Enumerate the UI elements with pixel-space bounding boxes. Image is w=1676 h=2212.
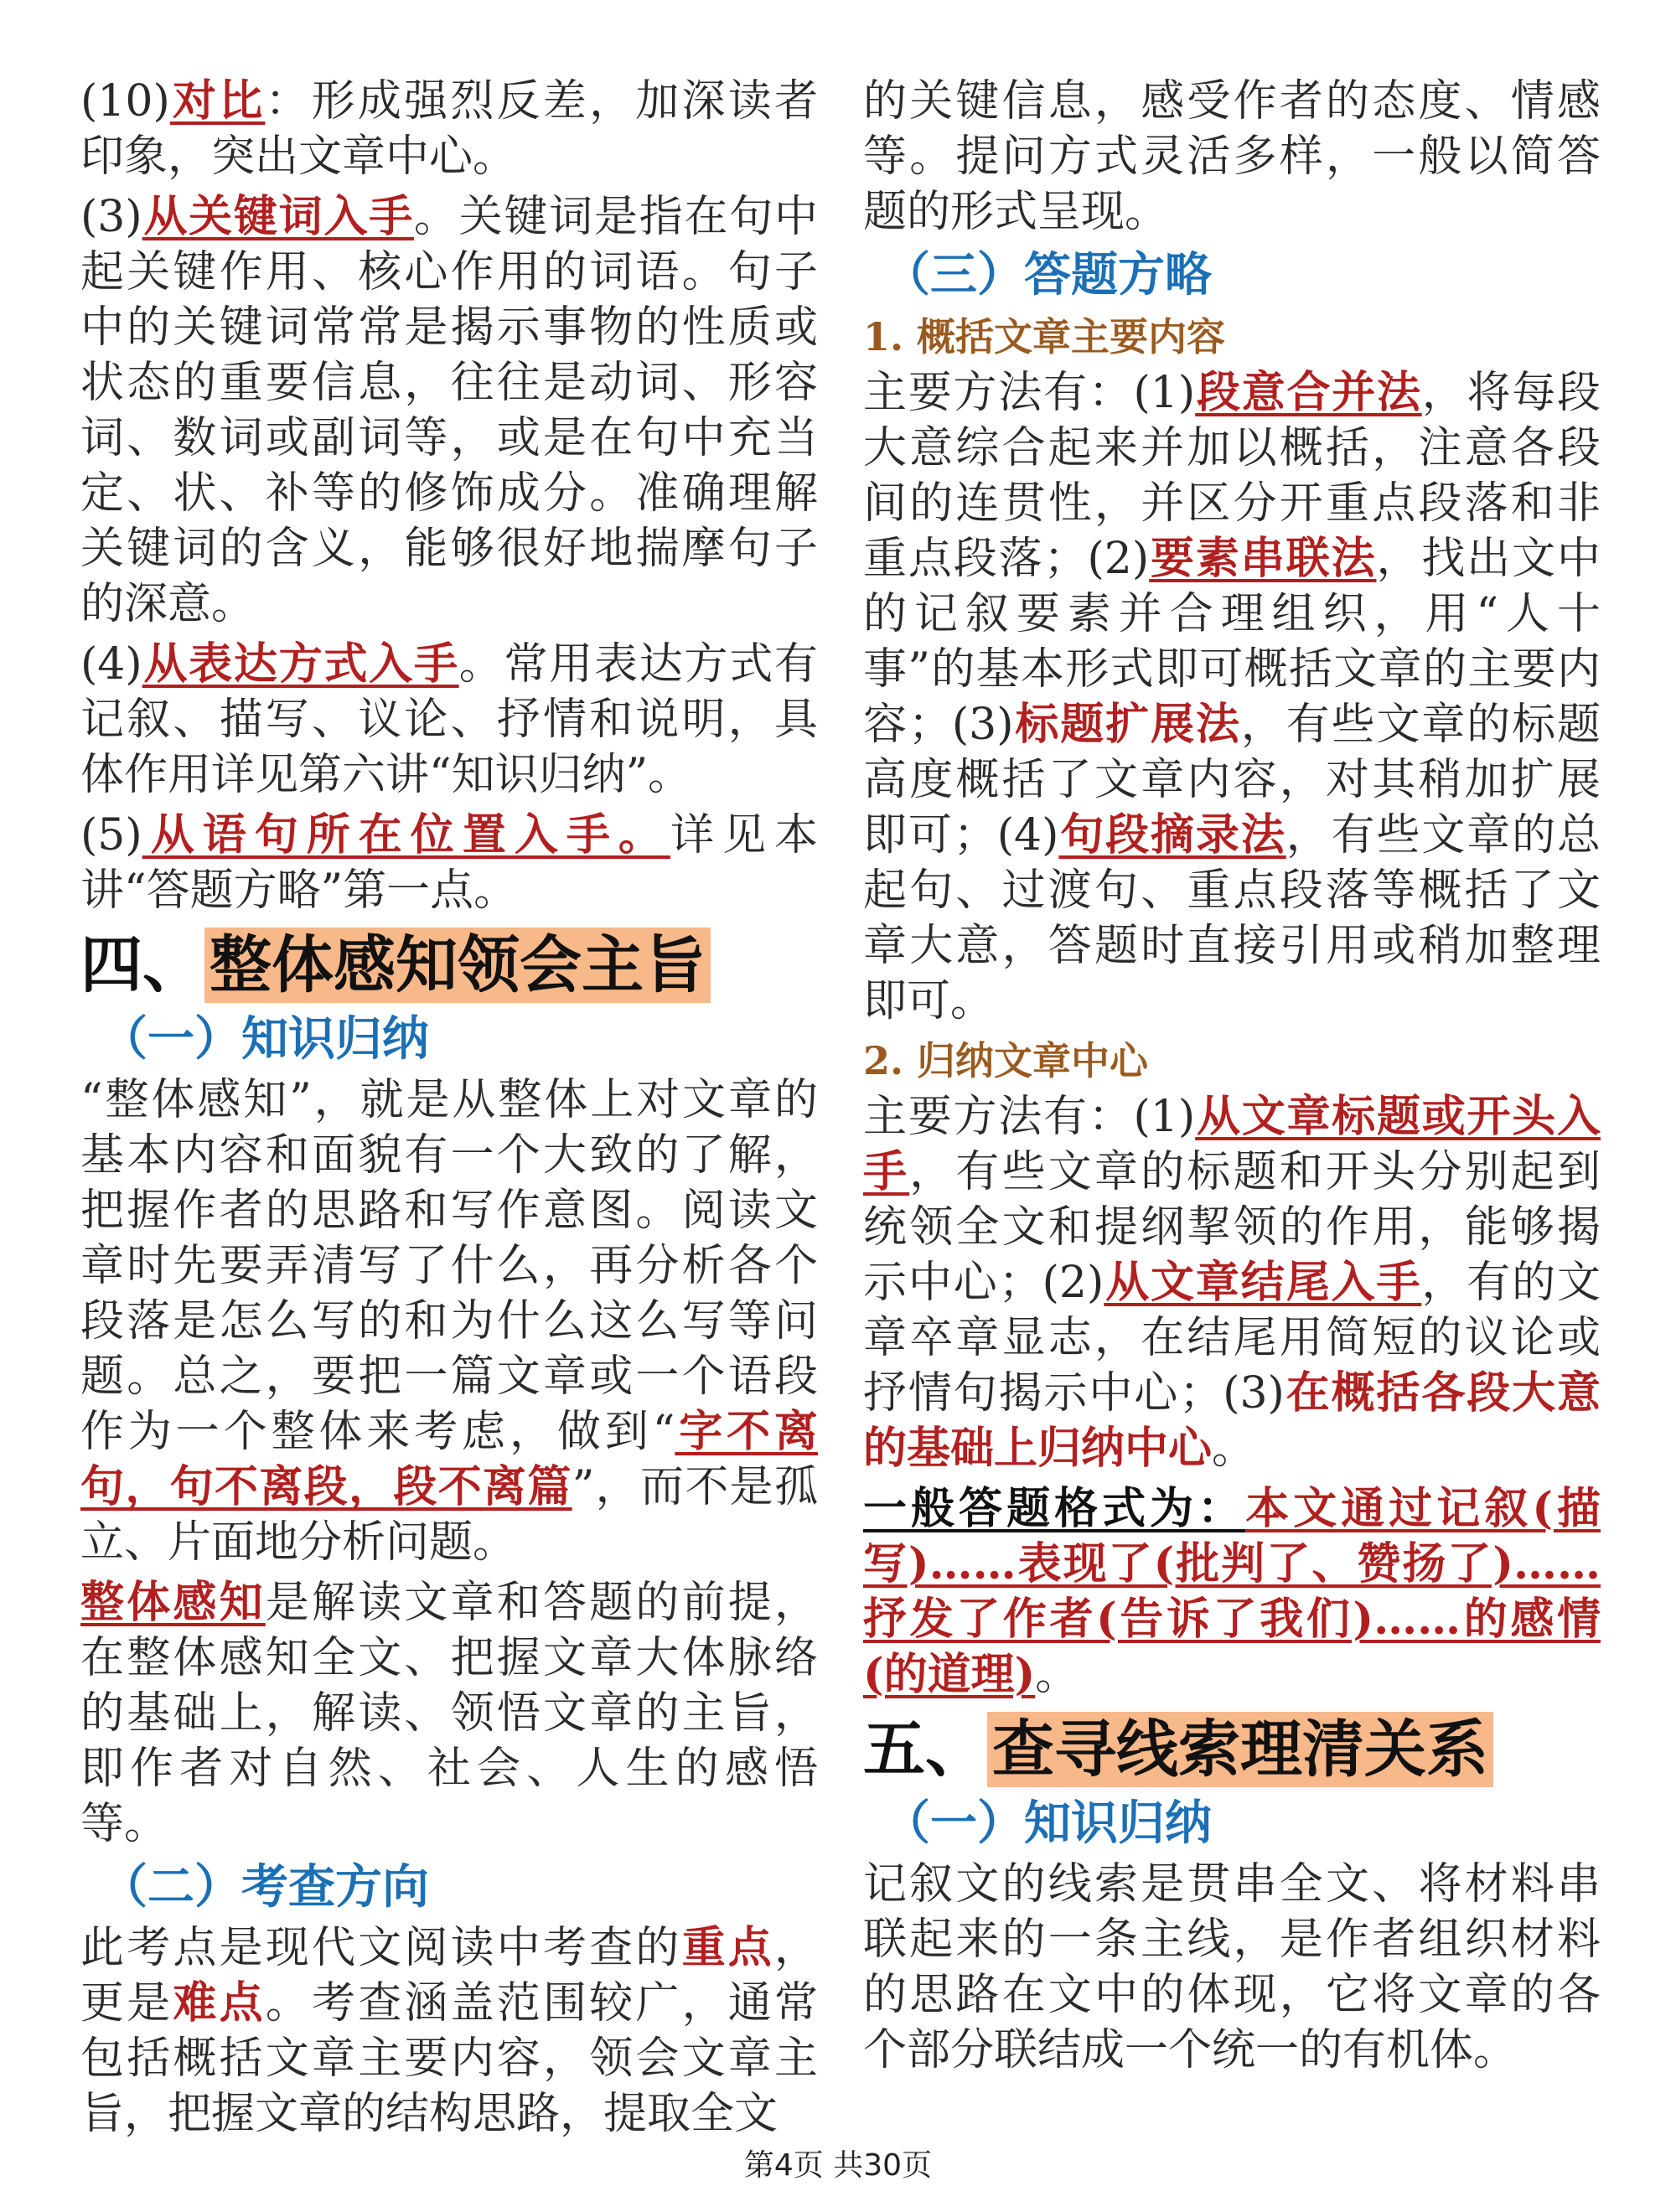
section-4-heading: 四、整体感知领会主旨 [80,925,818,1005]
exam-direction-paragraph: 此考点是现代文阅读中考查的重点，更是难点。考查涵盖范围较广，通常包括概括文章主要内容，领会文章主旨，把握文章的结构思路，提取全文 [80,1922,818,2139]
method-summarize: 在概括各段大意的基础上归纳中心 [863,1367,1601,1474]
method-ending: 从文章结尾入手 [1104,1257,1422,1308]
section-4-sub-strategy: （三）答题方略 [883,248,1212,302]
term-position: 从语句所在位置入手。 [142,809,670,861]
strategy-1-heading: 1. 概括文章主要内容 [863,314,1226,359]
term-contrast: 对比 [169,75,266,127]
clue-definition-paragraph: 记叙文的线索是贯串全文、将材料串联起来的一条主线，是作者组织材料的思路在文中的体现，它将文章的各个部分联结成一个统一的有机体。 [863,1859,1601,2075]
word-key-point: 重点 [681,1922,774,1973]
strategy-2-paragraph: 主要方法有：(1)从文章标题或开头入手，有些文章的标题和开头分别起到统领全文和提纲挈领的作用，能够揭示中心；(2)从文章结尾入手，有的文章卒章显志，在结尾用简短的议论或抒情句揭示中心；(3)在概括各段大意的基础上归纳中心。 [863,1091,1601,1474]
overall-perception-paragraph: “整体感知”，就是从整体上对文章的基本内容和面貌有一个大致的了解，把握作者的思路和写作意图。阅读文章时先要弄清写了什么，再分析各个段落是怎么写的和为什么这么写等问题。总之，要把一篇文章或一个语段作为一个整体来考虑，做到“字不离句，句不离段，段不离篇”，而不是孤立、片面地分析问题。 [80,1075,818,1568]
answer-format-paragraph: 一般答题格式为：本文通过记叙(描写)……表现了(批判了、赞扬了)……抒发了作者(告诉了我们)……的感情(的道理)。 [863,1483,1601,1700]
section-4-sub-knowledge: （一）知识归纳 [101,1012,429,1067]
item-4-paragraph: (4)从表达方式入手。常用表达方式有记叙、描写、议论、抒情和说明，具体作用详见第六讲“知识归纳”。 [80,638,818,800]
right-column [863,74,1601,2083]
section-5-title-highlight: 查寻线索理清关系 [987,1712,1493,1787]
section-5-heading: 五、查寻线索理清关系 [863,1709,1601,1790]
item-3-paragraph: (3)从关键词入手。关键词是指在句中起关键作用、核心作用的词语。句子中的关键词常常是揭示事物的性质或状态的重要信息，往往是动词、形容词、数词或副词等，或是在句中充当定、状、补等的修饰成分。准确理解关键词的含义，能够很好地揣摩句子的深意。 [80,191,818,629]
overall-perception-premise-paragraph: 整体感知是解读文章和答题的前提，在整体感知全文、把握文章大体脉络的基础上，解读、领悟文章的主旨，即作者对自然、社会、人生的感悟等。 [80,1577,818,1849]
term-keyword: 从关键词入手 [142,191,414,242]
phrase-not-isolated: 字不离句，句不离段，段不离篇 [80,1406,818,1512]
strategy-1-paragraph: 主要方法有：(1)段意合并法，将每段大意综合起来并加以概括，注意各段间的连贯性，并区分开重点段落和非重点段落；(2)要素串联法，找出文中的记叙要素并合理组织，用“人十事”的基本形式即可概括文章的主要内容；(3)标题扩展法，有些文章的标题高度概括了文章内容，对其稍加扩展即可；(4)句段摘录法，有些文章的总起句、过渡句、重点段落等概括了文章大意，答题时直接引用或稍加整理即可。 [863,367,1601,1026]
term-overall-perception: 整体感知 [80,1577,266,1628]
method-title-extend: 标题扩展法 [1013,699,1241,750]
method-title-opening: 从文章标题或开头入手 [863,1091,1601,1197]
section-5-sub-knowledge: （一）知识归纳 [883,1796,1212,1851]
answer-format-template: 本文通过记叙(描写)……表现了(批判了、赞扬了)……抒发了作者(告诉了我们)……的感情(的道理) [863,1483,1601,1700]
item-5-paragraph: (5)从语句所在位置入手。详见本讲“答题方略”第一点。 [80,809,818,916]
section-4-sub-direction: （二）考查方向 [101,1860,429,1915]
page-number: 第4页 共30页 [743,2148,933,2183]
method-excerpt: 句段摘录法 [1058,809,1286,861]
item-10-paragraph: (10)对比：形成强烈反差，加深读者印象，突出文章中心。 [80,75,818,182]
word-difficulty: 难点 [173,1977,266,2029]
section-4-title-highlight: 整体感知领会主旨 [204,928,711,1003]
exam-direction-continued: 的关键信息，感受作者的态度、情感等。提问方式灵活多样，一般以简答题的形式呈现。 [863,76,1601,237]
left-column [80,74,818,2147]
strategy-2-heading: 2. 归纳文章中心 [863,1038,1149,1083]
method-elements: 要素串联法 [1149,533,1377,584]
method-merge: 段意合并法 [1195,367,1422,418]
answer-format-label: 一般答题格式为： [863,1483,1246,1534]
term-expression: 从表达方式入手 [142,638,459,690]
